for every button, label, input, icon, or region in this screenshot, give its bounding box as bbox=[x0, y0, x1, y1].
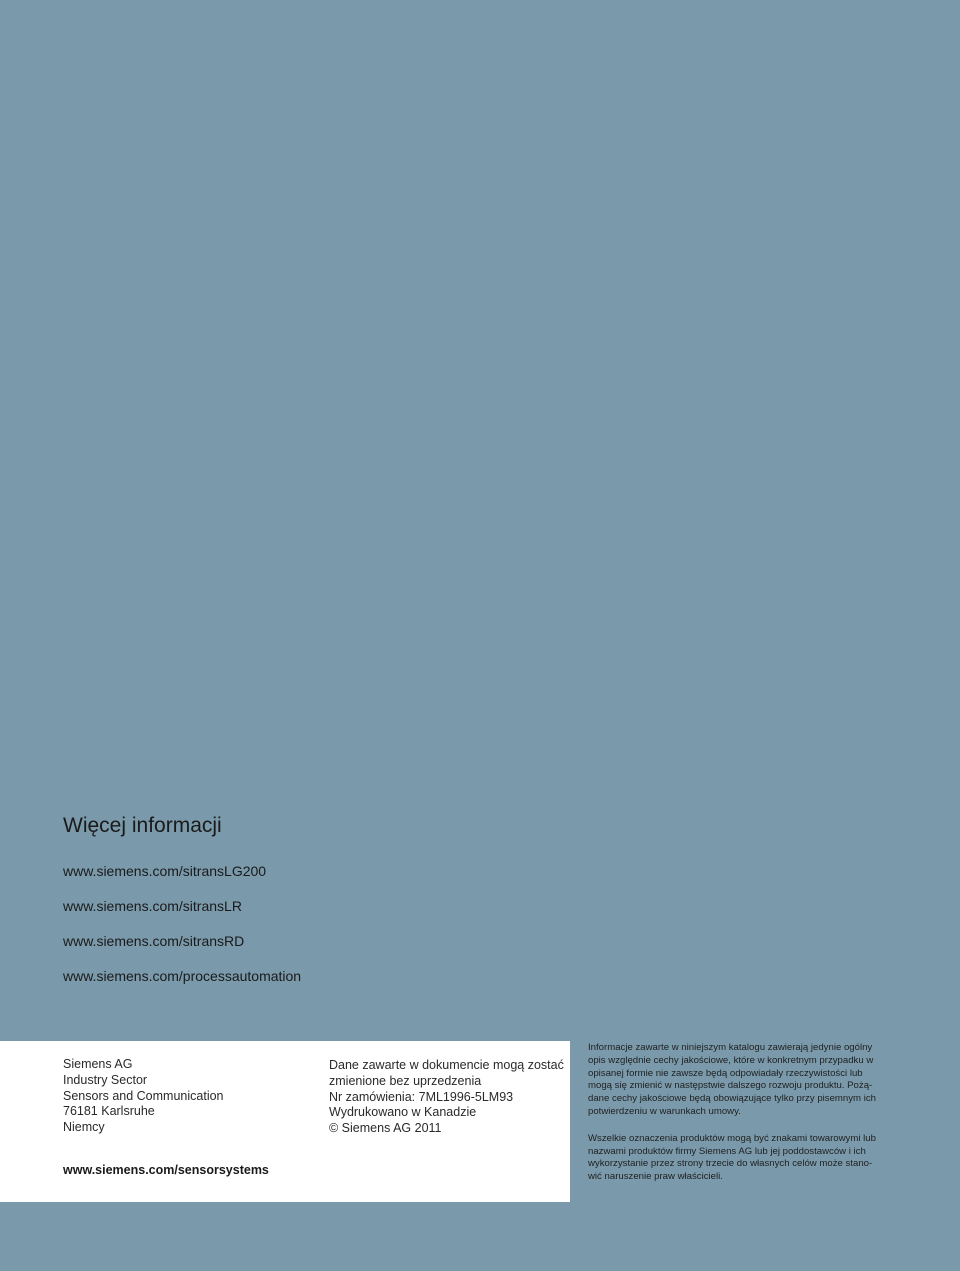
disclaimer-line: opisanej formie nie zawsze będą odpowiadały rzeczywistości lub bbox=[588, 1067, 863, 1079]
legal-disclaimer bbox=[588, 1042, 898, 1198]
doc-info-order-number: Nr zamówienia: 7ML1996-5LM93 bbox=[329, 1089, 514, 1104]
link-processautomation[interactable]: www.siemens.com/processautomation bbox=[63, 968, 302, 984]
link-sitrans-lr[interactable]: www.siemens.com/sitransLR bbox=[63, 898, 242, 914]
disclaimer-line: dane cechy jakościowe będą obowiązujące tylko przy pisemnym ich bbox=[588, 1093, 876, 1105]
disclaimer-line: Informacje zawarte w niniejszym katalogu zawierają jedynie ogólny bbox=[588, 1042, 873, 1053]
more-info-section bbox=[63, 812, 563, 1002]
disclaimer-line: mogą się zmienić w następstwie dalszego rozwoju produktu. Pożą- bbox=[588, 1080, 873, 1092]
address-line-country: Niemcy bbox=[63, 1120, 105, 1135]
disclaimer-paragraph-1 bbox=[588, 1042, 898, 1119]
link-sitrans-lg200[interactable]: www.siemens.com/sitransLG200 bbox=[63, 863, 267, 879]
company-address bbox=[63, 1057, 224, 1136]
address-line-city: 76181 Karlsruhe bbox=[63, 1104, 155, 1119]
disclaimer-line: wić naruszenie praw właścicieli. bbox=[588, 1171, 723, 1183]
more-info-title: Więcej informacji bbox=[63, 814, 222, 837]
disclaimer-line: potwierdzeniu w warunkach umowy. bbox=[588, 1105, 741, 1117]
doc-info-copyright: © Siemens AG 2011 bbox=[329, 1121, 442, 1136]
disclaimer-line: wykorzystanie przez strony trzecie do własnych celów może stano- bbox=[588, 1158, 873, 1170]
disclaimer-line: nazwami produktów firmy Siemens AG lub jej poddostawców i ich bbox=[588, 1145, 866, 1157]
doc-info-change-notice-1: Dane zawarte w dokumencie mogą zostać bbox=[329, 1058, 564, 1072]
more-info-links bbox=[63, 862, 563, 985]
disclaimer-line: opis względnie cechy jakościowe, które w konkretnym przypadku w bbox=[588, 1054, 874, 1066]
doc-info-printed-in: Wydrukowano w Kanadzie bbox=[329, 1105, 477, 1120]
address-line-company: Siemens AG bbox=[63, 1057, 133, 1071]
disclaimer-line: Wszelkie oznaczenia produktów mogą być znakami towarowymi lub bbox=[588, 1132, 876, 1144]
doc-info-change-notice-2: zmienione bez uprzedzenia bbox=[329, 1073, 482, 1088]
address-line-sector: Industry Sector bbox=[63, 1072, 148, 1087]
address-line-division: Sensors and Communication bbox=[63, 1088, 224, 1103]
link-sitrans-rd[interactable]: www.siemens.com/sitransRD bbox=[63, 933, 245, 949]
document-info bbox=[329, 1058, 564, 1137]
disclaimer-paragraph-2 bbox=[588, 1133, 898, 1184]
sensorsystems-link[interactable]: www.siemens.com/sensorsystems bbox=[63, 1163, 269, 1177]
